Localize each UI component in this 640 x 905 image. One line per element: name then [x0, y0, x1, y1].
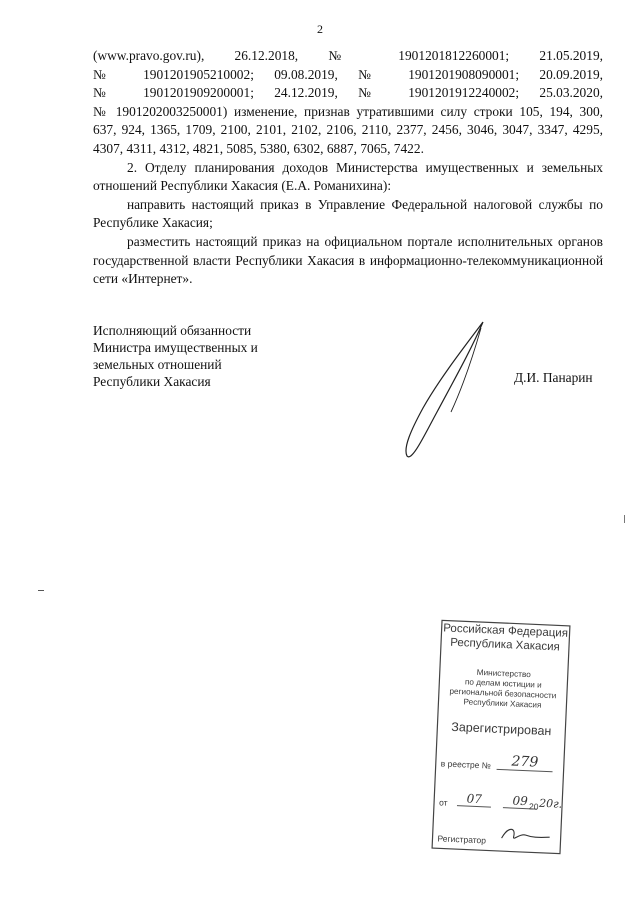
text-line: 637, 924, 1365, 1709, 2100, 2101, 2102, 2106, 2110, 2377, 2456, 3046, 3047, 3347, 4295, — [93, 122, 603, 138]
stamp-region: Республика Хакасия — [449, 636, 561, 654]
margin-mark — [38, 590, 44, 591]
stamp-ministry-line: Министерство — [476, 667, 531, 680]
page-number: 2 — [317, 22, 323, 36]
signatory-title-line: Республики Хакасия — [93, 374, 211, 389]
document-body — [93, 47, 603, 289]
registration-stamp — [431, 619, 571, 854]
paragraph-send-to-tax-service: направить настоящий приказ в Управление Федеральной налоговой службы по Республике Хакасия; — [93, 196, 603, 231]
paragraph-publish-online: разместить настоящий приказ на официальном портале исполнительных органов государственной власти Республики Хакасия в информационно-телекоммуникационной сети «Интернет». — [93, 233, 603, 287]
text-line: 4307, 4311, 4312, 4821, 5085, 5380, 6302, 6887, 7065, 7422. — [93, 140, 424, 156]
paragraph-amendment-list — [93, 47, 603, 159]
handwritten-signature — [385, 316, 495, 466]
stamp-year-prefix: 20 — [528, 801, 539, 812]
stamp-ministry-line: региональной безопасности — [449, 686, 557, 701]
signatory-title-line: земельных отношений — [93, 357, 222, 372]
signatory-title-line: Министра имущественных и — [93, 340, 258, 355]
stamp-date-label: от — [438, 797, 448, 808]
stamp-country: Российская Федерация — [443, 622, 569, 640]
text-line: № 1901201909200001; 24.12.2019, № 1901201912240002; 25.03.2020, — [93, 85, 603, 101]
paragraph-item-2: 2. Отделу планирования доходов Министерства имущественных и земельных отношений Республики Хакасия (Е.А. Романихина): — [93, 159, 603, 194]
stamp-registry-number: 279 — [497, 753, 554, 772]
stamp-year-suffix: 20г. — [538, 796, 563, 811]
signer-name: Д.И. Панарин — [514, 370, 593, 385]
edge-mark — [624, 515, 625, 523]
stamp-registrar-label: Регистратор — [437, 833, 487, 846]
stamp-ministry-line: Республики Хакасия — [463, 697, 542, 710]
stamp-ministry — [437, 666, 569, 712]
stamp-registry-label: в реестре № — [440, 758, 492, 771]
text-line: (www.pravo.gov.ru), 26.12.2018, № 1901201812260001; 21.05.2019, — [93, 48, 603, 63]
stamp-status: Зарегистрирован — [451, 719, 552, 739]
signatory-title — [93, 322, 258, 390]
registrar-signature — [497, 822, 553, 846]
signatory-title-line: Исполняющий обязанности — [93, 323, 252, 338]
stamp-ministry-line: по делам юстиции и — [464, 677, 542, 690]
text-line: № 1901202003250001) изменение, признав утратившими силу строки 105, 194, 300, — [93, 103, 603, 119]
text-line: № 1901201905210002; 09.08.2019, № 1901201908090001; 20.09.2019, — [93, 66, 603, 82]
stamp-date-month: 09 — [503, 793, 538, 809]
stamp-date-day: 07 — [457, 791, 492, 807]
